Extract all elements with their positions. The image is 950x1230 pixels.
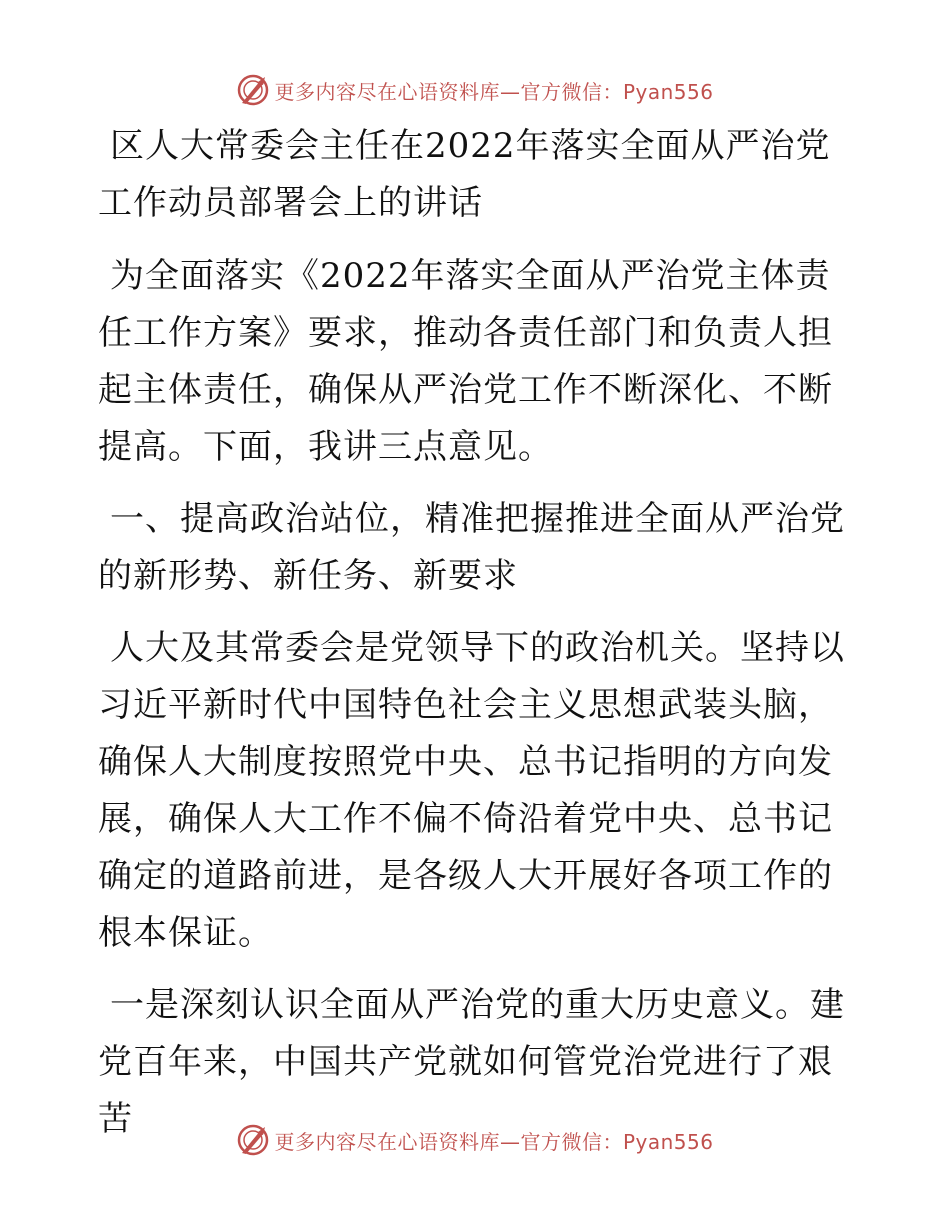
section-heading-1: 一、提高政治站位，精准把握推进全面从严治党的新形势、新任务、新要求 (98, 499, 845, 596)
paragraph-body-2: 一是深刻认识全面从严治党的重大历史意义。建党百年来，中国共产党就如何管党治党进行了艰苦 (98, 985, 845, 1139)
footer-watermark (0, 1120, 950, 1160)
footer-watermark-text: 更多内容尽在心语资料库—官方微信：Pyan556 (274, 1129, 714, 1154)
quill-pen-logo-icon (236, 73, 270, 107)
paragraph-body-1: 人大及其常委会是党领导下的政治机关。坚持以习近平新时代中国特色社会主义思想武装头脑，确保人大制度按照党中央、总书记指明的方向发展，确保人大工作不偏不倚沿着党中央、总书记确定的道路前进，是各级人大开展好各项工作的根本保证。 (98, 628, 845, 953)
header-watermark (0, 70, 950, 110)
paragraph-intro: 为全面落实《2022年落实全面从严治党主体责任工作方案》要求，推动各责任部门和负责人担起主体责任，确保从严治党工作不断深化、不断提高。下面，我讲三点意见。 (98, 256, 833, 467)
quill-pen-logo-icon (236, 1123, 270, 1157)
document-title: 区人大常委会主任在2022年落实全面从严治党工作动员部署会上的讲话 (98, 126, 831, 223)
document-body (98, 118, 858, 1163)
header-watermark-text: 更多内容尽在心语资料库—官方微信：Pyan556 (274, 79, 714, 104)
